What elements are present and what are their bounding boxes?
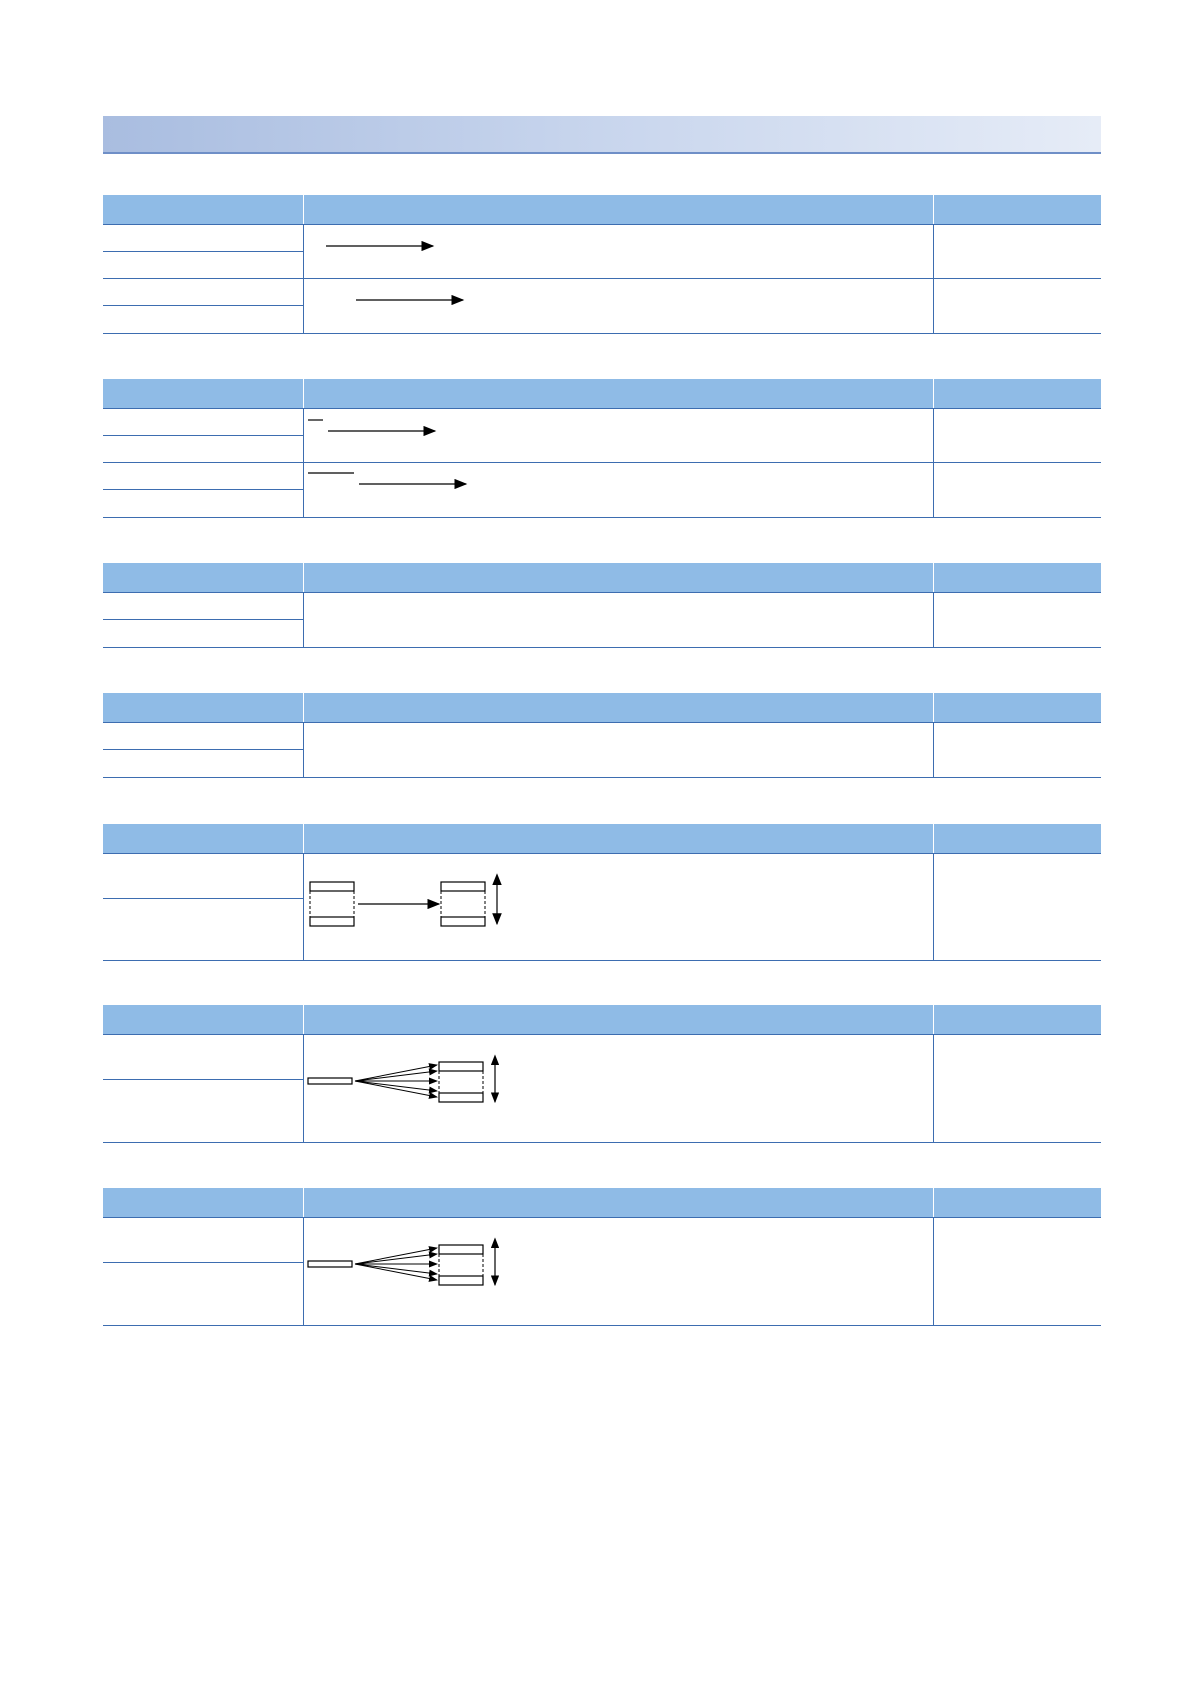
table-header	[103, 195, 1101, 225]
table-header	[103, 1005, 1101, 1035]
table-header	[103, 563, 1101, 593]
spec-table-3	[103, 563, 1101, 648]
table-body	[103, 854, 1101, 961]
table-body	[103, 593, 1101, 648]
banner-underline	[103, 152, 1101, 154]
fill-transfer-diagram	[103, 1035, 1101, 1143]
table-body	[103, 1218, 1101, 1326]
spec-table-5	[103, 824, 1101, 961]
transfer-arrow-diagram	[103, 225, 1101, 334]
table-body	[103, 225, 1101, 334]
spec-table-1	[103, 195, 1101, 334]
spec-table-7	[103, 1188, 1101, 1326]
table-header	[103, 1188, 1101, 1218]
block-transfer-diagram	[103, 854, 1101, 961]
spec-table-2	[103, 379, 1101, 518]
header-col-1	[103, 195, 109, 225]
table-header	[103, 824, 1101, 854]
transfer-arrow-diagram	[103, 409, 1101, 518]
fill-transfer-diagram	[103, 1218, 1101, 1326]
table-header	[103, 379, 1101, 409]
spec-table-4	[103, 693, 1101, 778]
table-header	[103, 693, 1101, 723]
spec-table-6	[103, 1005, 1101, 1143]
table-body	[103, 1035, 1101, 1143]
table-body	[103, 409, 1101, 518]
table-body	[103, 723, 1101, 778]
section-title-banner	[103, 116, 1101, 152]
